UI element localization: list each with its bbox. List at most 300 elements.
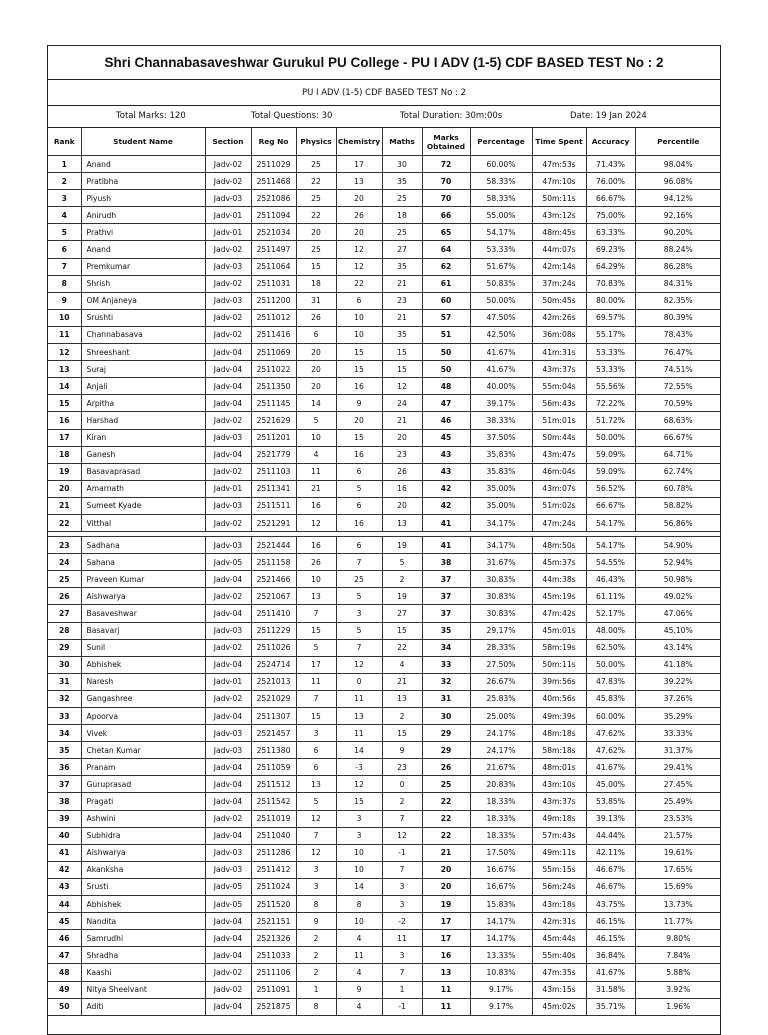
table-row [48,605,721,622]
cell-section: Jadv-02 [205,639,251,656]
cell-time-spent: 45m:37s [532,554,586,571]
cell-percentage: 53.33% [470,241,532,258]
cell-reg-no: 2521326 [251,930,296,947]
cell-student-name: Basavaprasad [81,463,205,480]
cell-time-spent: 51m:02s [532,497,586,514]
cell-section: Jadv-03 [205,497,251,514]
cell-section: Jadv-03 [205,292,251,309]
cell-rank: 4 [48,207,81,224]
cell-time-spent: 55m:15s [532,861,586,878]
cell-time-spent: 56m:24s [532,878,586,895]
cell-percentage: 34.17% [470,514,532,531]
cell-chemistry: 8 [336,896,382,913]
cell-student-name: Ashwini [81,810,205,827]
cell-maths: 15 [382,344,422,361]
cell-physics: 20 [296,224,336,241]
cell-rank: 21 [48,497,81,514]
cell-time-spent: 43m:47s [532,446,586,463]
cell-percentage: 55.00% [470,207,532,224]
cell-rank: 47 [48,947,81,964]
cell-chemistry: 12 [336,656,382,673]
cell-section: Jadv-04 [205,827,251,844]
cell-maths: 20 [382,429,422,446]
cell-section: Jadv-04 [205,776,251,793]
cell-section: Jadv-02 [205,309,251,326]
cell-marks-obtained: 29 [422,742,470,759]
cell-student-name: Sahana [81,554,205,571]
cell-chemistry: 5 [336,480,382,497]
table-row [48,810,721,827]
cell-percentage: 18.33% [470,827,532,844]
cell-marks-obtained: 43 [422,446,470,463]
cell-chemistry: 20 [336,190,382,207]
cell-rank: 7 [48,258,81,275]
cell-marks-obtained: 37 [422,571,470,588]
cell-accuracy: 52.17% [586,605,635,622]
cell-student-name: Shrish [81,275,205,292]
cell-accuracy: 61.11% [586,588,635,605]
cell-marks-obtained: 60 [422,292,470,309]
cell-maths: 11 [382,930,422,947]
cell-section: Jadv-03 [205,844,251,861]
cell-rank: 36 [48,759,81,776]
cell-percentage: 26.67% [470,673,532,690]
table-row [48,947,721,964]
cell-maths: 22 [382,639,422,656]
cell-maths: 13 [382,514,422,531]
cell-marks-obtained: 20 [422,861,470,878]
table-row [48,395,721,412]
cell-chemistry: 6 [336,497,382,514]
cell-time-spent: 57m:43s [532,827,586,844]
cell-chemistry: 6 [336,292,382,309]
table-row [48,844,721,861]
cell-time-spent: 37m:24s [532,275,586,292]
cell-rank: 10 [48,309,81,326]
cell-maths: 24 [382,395,422,412]
table-row [48,588,721,605]
cell-percentage: 15.83% [470,896,532,913]
cell-accuracy: 66.67% [586,497,635,514]
cell-rank: 24 [48,554,81,571]
cell-marks-obtained: 70 [422,173,470,190]
cell-marks-obtained: 35 [422,622,470,639]
cell-student-name: Samrudhi [81,930,205,947]
cell-chemistry: 10 [336,326,382,343]
cell-section: Jadv-02 [205,514,251,531]
cell-time-spent: 58m:19s [532,639,586,656]
cell-student-name: Guruprasad [81,776,205,793]
cell-percentage: 42.50% [470,326,532,343]
cell-section: Jadv-03 [205,725,251,742]
cell-percentile: 47.06% [635,605,721,622]
cell-physics: 17 [296,656,336,673]
cell-section: Jadv-02 [205,326,251,343]
cell-marks-obtained: 47 [422,395,470,412]
cell-reg-no: 2511019 [251,810,296,827]
cell-percentage: 24.17% [470,742,532,759]
cell-rank: 42 [48,861,81,878]
cell-accuracy: 80.00% [586,292,635,309]
cell-physics: 6 [296,759,336,776]
cell-marks-obtained: 22 [422,793,470,810]
cell-section: Jadv-04 [205,378,251,395]
cell-percentile: 19.61% [635,844,721,861]
cell-percentile: 66.67% [635,429,721,446]
cell-rank: 38 [48,793,81,810]
cell-reg-no: 2521067 [251,588,296,605]
cell-physics: 7 [296,827,336,844]
cell-student-name: Shradha [81,947,205,964]
cell-percentile: 41.18% [635,656,721,673]
cell-time-spent: 43m:37s [532,361,586,378]
cell-marks-obtained: 22 [422,810,470,827]
cell-maths: 15 [382,622,422,639]
cell-accuracy: 45.83% [586,690,635,707]
cell-physics: 22 [296,173,336,190]
cell-rank: 26 [48,588,81,605]
cell-section: Jadv-04 [205,998,251,1015]
cell-student-name: Srusti [81,878,205,895]
cell-accuracy: 56.52% [586,480,635,497]
cell-maths: 2 [382,793,422,810]
cell-student-name: Nandita [81,913,205,930]
cell-student-name: Abhishek [81,656,205,673]
cell-time-spent: 46m:04s [532,463,586,480]
cell-accuracy: 55.56% [586,378,635,395]
cell-accuracy: 46.67% [586,861,635,878]
cell-percentage: 18.33% [470,793,532,810]
cell-percentage: 30.83% [470,571,532,588]
cell-student-name: Piyush [81,190,205,207]
cell-chemistry: 0 [336,673,382,690]
cell-time-spent: 47m:53s [532,156,586,173]
cell-percentile: 43.14% [635,639,721,656]
cell-reg-no: 2511468 [251,173,296,190]
cell-percentile: 82.35% [635,292,721,309]
cell-marks-obtained: 51 [422,326,470,343]
cell-percentile: 35.29% [635,708,721,725]
cell-physics: 16 [296,497,336,514]
cell-marks-obtained: 37 [422,588,470,605]
cell-reg-no: 2511029 [251,156,296,173]
cell-percentile: 29.41% [635,759,721,776]
cell-reg-no: 2511520 [251,896,296,913]
cell-time-spent: 36m:08s [532,326,586,343]
cell-percentage: 58.33% [470,190,532,207]
cell-percentile: 31.37% [635,742,721,759]
cell-reg-no: 2521444 [251,537,296,554]
table-row [48,344,721,361]
cell-section: Jadv-05 [205,896,251,913]
cell-section: Jadv-04 [205,395,251,412]
cell-chemistry: 14 [336,742,382,759]
cell-reg-no: 2521034 [251,224,296,241]
cell-chemistry: 17 [336,156,382,173]
cell-time-spent: 45m:02s [532,998,586,1015]
table-row [48,514,721,531]
cell-maths: 4 [382,656,422,673]
cell-rank: 12 [48,344,81,361]
cell-accuracy: 46.67% [586,878,635,895]
table-row [48,673,721,690]
cell-reg-no: 2521629 [251,412,296,429]
cell-percentile: 33.33% [635,725,721,742]
cell-percentile: 60.78% [635,480,721,497]
cell-physics: 13 [296,776,336,793]
cell-student-name: Abhishek [81,896,205,913]
sheet-title: Shri Channabasaveshwar Gurukul PU College - PU I ADV (1-5) CDF BASED TEST No : 2 [48,46,720,80]
cell-accuracy: 62.50% [586,639,635,656]
cell-rank: 28 [48,622,81,639]
cell-student-name: Basavarj [81,622,205,639]
cell-marks-obtained: 50 [422,361,470,378]
cell-accuracy: 47.62% [586,742,635,759]
cell-time-spent: 49m:18s [532,810,586,827]
cell-percentage: 30.83% [470,588,532,605]
cell-reg-no: 2511410 [251,605,296,622]
cell-time-spent: 58m:18s [532,742,586,759]
cell-physics: 20 [296,378,336,395]
cell-section: Jadv-03 [205,861,251,878]
cell-accuracy: 47.83% [586,673,635,690]
cell-physics: 20 [296,361,336,378]
cell-reg-no: 2511200 [251,292,296,309]
cell-section: Jadv-02 [205,275,251,292]
cell-time-spent: 43m:15s [532,981,586,998]
table-row [48,571,721,588]
cell-marks-obtained: 41 [422,537,470,554]
cell-physics: 10 [296,429,336,446]
cell-rank: 37 [48,776,81,793]
cell-maths: -2 [382,913,422,930]
cell-marks-obtained: 30 [422,708,470,725]
cell-percentage: 51.67% [470,258,532,275]
cell-reg-no: 2511064 [251,258,296,275]
cell-student-name: Aishwarya [81,588,205,605]
cell-marks-obtained: 16 [422,947,470,964]
cell-student-name: Ganesh [81,446,205,463]
cell-rank: 25 [48,571,81,588]
cell-rank: 1 [48,156,81,173]
cell-rank: 18 [48,446,81,463]
cell-reg-no: 2511542 [251,793,296,810]
cell-percentile: 58.82% [635,497,721,514]
cell-maths: 26 [382,463,422,480]
cell-percentile: 74.51% [635,361,721,378]
cell-reg-no: 2511229 [251,622,296,639]
cell-marks-obtained: 11 [422,998,470,1015]
table-row [48,309,721,326]
cell-physics: 20 [296,344,336,361]
cell-time-spent: 40m:56s [532,690,586,707]
cell-percentage: 14.17% [470,913,532,930]
cell-student-name: Anand [81,241,205,258]
cell-time-spent: 44m:07s [532,241,586,258]
cell-physics: 25 [296,241,336,258]
table-row [48,326,721,343]
cell-marks-obtained: 38 [422,554,470,571]
cell-accuracy: 39.13% [586,810,635,827]
table-row [48,173,721,190]
cell-section: Jadv-02 [205,173,251,190]
cell-accuracy: 72.22% [586,395,635,412]
cell-percentile: 17.65% [635,861,721,878]
cell-percentile: 1.96% [635,998,721,1015]
header-percentile: Percentile [635,128,721,156]
cell-rank: 14 [48,378,81,395]
cell-rank: 23 [48,537,81,554]
cell-chemistry: 15 [336,361,382,378]
cell-percentage: 41.67% [470,344,532,361]
cell-rank: 27 [48,605,81,622]
cell-maths: 21 [382,309,422,326]
cell-reg-no: 2511069 [251,344,296,361]
cell-rank: 35 [48,742,81,759]
cell-reg-no: 2524714 [251,656,296,673]
cell-accuracy: 42.11% [586,844,635,861]
cell-percentage: 9.17% [470,981,532,998]
cell-rank: 15 [48,395,81,412]
cell-maths: 21 [382,673,422,690]
total-duration: Total Duration: 30m:00s [400,111,503,121]
cell-rank: 2 [48,173,81,190]
cell-section: Jadv-04 [205,708,251,725]
cell-chemistry: 14 [336,878,382,895]
cell-time-spent: 56m:43s [532,395,586,412]
cell-maths: 23 [382,292,422,309]
cell-section: Jadv-04 [205,947,251,964]
header-marks-obtained: Marks Obtained [422,128,470,156]
cell-section: Jadv-02 [205,156,251,173]
cell-time-spent: 44m:38s [532,571,586,588]
cell-maths: 3 [382,896,422,913]
cell-section: Jadv-02 [205,241,251,258]
cell-chemistry: 20 [336,412,382,429]
cell-reg-no: 2511026 [251,639,296,656]
cell-marks-obtained: 33 [422,656,470,673]
header-accuracy: Accuracy [586,128,635,156]
table-row [48,156,721,173]
cell-percentile: 50.98% [635,571,721,588]
cell-percentile: 94.12% [635,190,721,207]
cell-chemistry: 6 [336,537,382,554]
cell-percentile: 72.55% [635,378,721,395]
cell-percentage: 21.67% [470,759,532,776]
cell-maths: 35 [382,326,422,343]
cell-physics: 12 [296,810,336,827]
cell-rank: 19 [48,463,81,480]
cell-maths: 7 [382,964,422,981]
cell-time-spent: 45m:44s [532,930,586,947]
cell-percentage: 14.17% [470,930,532,947]
table-row [48,463,721,480]
cell-chemistry: 13 [336,173,382,190]
cell-accuracy: 66.67% [586,190,635,207]
header-maths: Maths [382,128,422,156]
table-row [48,725,721,742]
cell-accuracy: 71.43% [586,156,635,173]
table-row [48,861,721,878]
cell-accuracy: 31.58% [586,981,635,998]
cell-chemistry: 4 [336,998,382,1015]
cell-percentile: 96.08% [635,173,721,190]
cell-time-spent: 47m:24s [532,514,586,531]
cell-percentile: 78.43% [635,326,721,343]
header-physics: Physics [296,128,336,156]
cell-percentile: 56.86% [635,514,721,531]
cell-reg-no: 2511307 [251,708,296,725]
cell-percentile: 90.20% [635,224,721,241]
cell-physics: 15 [296,708,336,725]
cell-maths: 15 [382,361,422,378]
cell-accuracy: 35.71% [586,998,635,1015]
cell-student-name: Prathvi [81,224,205,241]
cell-rank: 45 [48,913,81,930]
cell-maths: -1 [382,998,422,1015]
cell-reg-no: 2521875 [251,998,296,1015]
table-row [48,913,721,930]
table-row [48,708,721,725]
cell-physics: 26 [296,554,336,571]
cell-maths: -1 [382,844,422,861]
cell-time-spent: 43m:10s [532,776,586,793]
cell-percentage: 16.67% [470,861,532,878]
cell-rank: 16 [48,412,81,429]
cell-maths: 7 [382,861,422,878]
cell-maths: 20 [382,497,422,514]
cell-marks-obtained: 62 [422,258,470,275]
cell-percentage: 16.67% [470,878,532,895]
cell-accuracy: 53.33% [586,361,635,378]
cell-accuracy: 69.57% [586,309,635,326]
cell-percentile: 76.47% [635,344,721,361]
cell-maths: 9 [382,742,422,759]
cell-percentile: 5.88% [635,964,721,981]
cell-maths: 2 [382,571,422,588]
table-row [48,981,721,998]
test-date: Date: 19 Jan 2024 [570,111,647,121]
cell-marks-obtained: 66 [422,207,470,224]
cell-rank: 11 [48,326,81,343]
cell-student-name: Anirudh [81,207,205,224]
cell-percentile: 62.74% [635,463,721,480]
cell-maths: 13 [382,690,422,707]
cell-percentile: 45.10% [635,622,721,639]
cell-time-spent: 50m:11s [532,656,586,673]
cell-maths: 12 [382,827,422,844]
cell-physics: 16 [296,537,336,554]
cell-section: Jadv-02 [205,810,251,827]
cell-accuracy: 41.67% [586,964,635,981]
cell-time-spent: 49m:39s [532,708,586,725]
header-reg-no: Reg No [251,128,296,156]
header-rank: Rank [48,128,81,156]
cell-marks-obtained: 41 [422,514,470,531]
header-row [48,128,721,156]
cell-maths: 5 [382,554,422,571]
cell-student-name: Apoorva [81,708,205,725]
cell-physics: 9 [296,913,336,930]
cell-section: Jadv-03 [205,258,251,275]
cell-percentage: 37.50% [470,429,532,446]
table-row [48,896,721,913]
cell-reg-no: 2521151 [251,913,296,930]
cell-maths: 3 [382,878,422,895]
cell-percentage: 25.00% [470,708,532,725]
cell-chemistry: 11 [336,690,382,707]
cell-percentile: 27.45% [635,776,721,793]
